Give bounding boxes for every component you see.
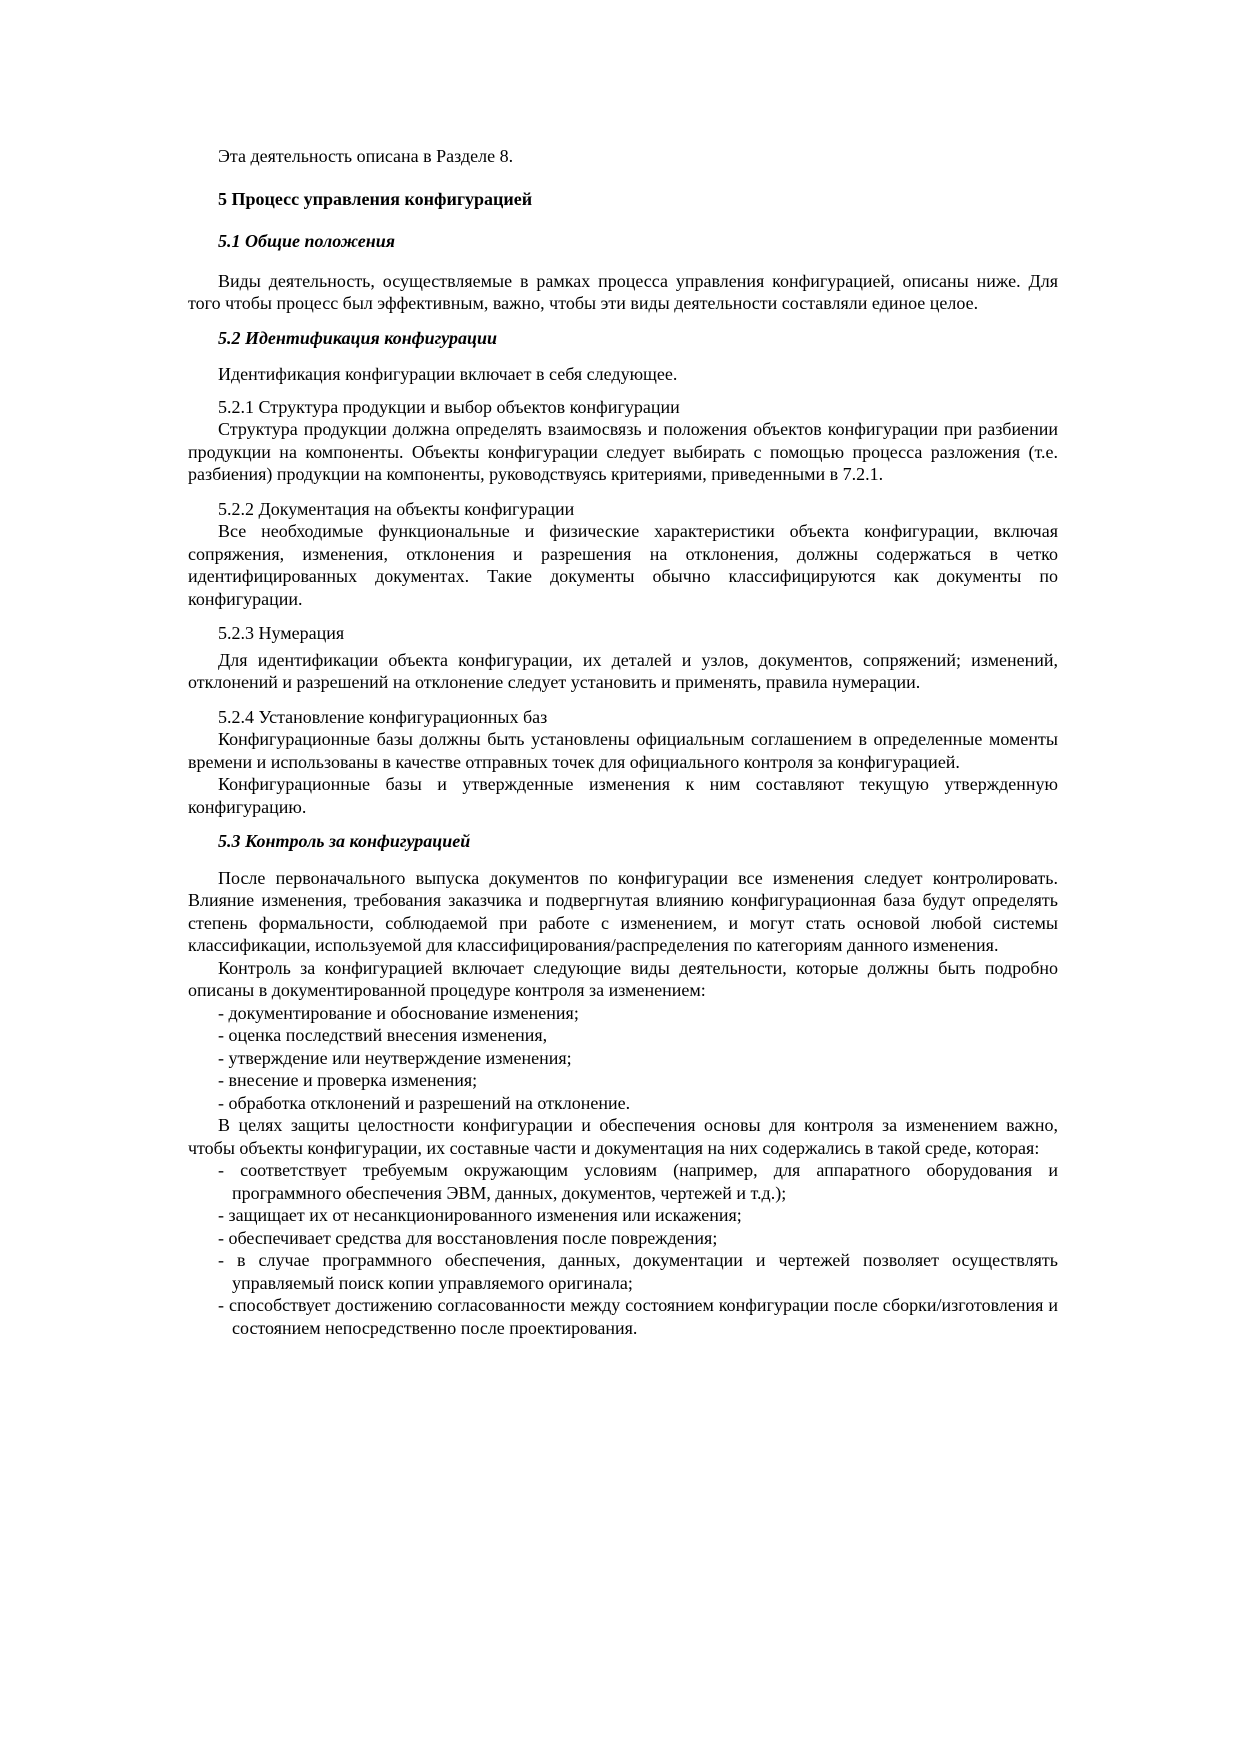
document-page	[188, 145, 1058, 1339]
list-item: - внесение и проверка изменения;	[218, 1070, 478, 1090]
section-5-2-1-paragraph: Структура продукции должна определять взаимосвязь и положения объектов конфигурации при разбиении продукции на компоненты. Объекты конфигурации следует выбирать с помощью процесса разложения (т.е. разбиения) продукции на компоненты, руководствуясь критериями, приведенными в 7.2.1.	[188, 419, 1058, 484]
section-5-2-4-heading: 5.2.4 Установление конфигурационных баз	[218, 706, 548, 727]
environment-requirements-list	[188, 1159, 1058, 1339]
list-item: - в случае программного обеспечения, данных, документации и чертежей позволяет осуществлять управляемый поиск копии управляемого оригинала;	[218, 1250, 1058, 1293]
section-5-1-paragraph: Виды деятельность, осуществляемые в рамках процесса управления конфигурацией, описаны ниже. Для того чтобы процесс был эффективным, важно, чтобы эти виды деятельности составляли единое целое.	[188, 270, 1058, 313]
list-item: - оценка последствий внесения изменения,	[218, 1025, 548, 1045]
intro-paragraph: Эта деятельность описана в Разделе 8.	[218, 146, 514, 166]
section-5-2-heading: 5.2 Идентификация конфигурации	[218, 327, 498, 348]
section-5-3-heading: 5.3 Контроль за конфигурацией	[218, 831, 471, 851]
list-item: - документирование и обоснование изменения;	[218, 1002, 579, 1023]
section-5-2-4-paragraph-b: Конфигурационные базы и утвержденные изменения к ним составляют текущую утвержденную конфигурацию.	[188, 774, 1058, 817]
section-5-2-4-paragraph-a: Конфигурационные базы должны быть установлены официальным соглашением в определенные моменты времени и использованы в качестве отправных точек для официального контроля за конфигурацией.	[188, 729, 1058, 772]
section-5-3-paragraph-b: Контроль за конфигурацией включает следующие виды деятельности, которые должны быть подробно описаны в документированной процедуре контроля за изменением:	[188, 957, 1058, 1000]
list-item: - обработка отклонений и разрешений на отклонение.	[218, 1092, 631, 1113]
section-5-1-heading: 5.1 Общие положения	[218, 231, 395, 251]
section-5-2-2-paragraph: Все необходимые функциональные и физические характеристики объекта конфигурации, включая сопряжения, изменения, отклонения и разрешения на отклонения, должны содержаться в четко идентифицированных документах. Такие документы обычно классифицируются как документы по конфигурации.	[188, 521, 1058, 609]
section-5-2-2-heading: 5.2.2 Документация на объекты конфигурации	[218, 498, 575, 519]
section-5-3-paragraph-a: После первоначального выпуска документов по конфигурации все изменения следует контролировать. Влияние изменения, требования заказчика и подвергнутая влиянию конфигурационная база будут определять степень формальности, соблюдаемой при работе с изменением, и могут стать основой любой системы классификации, используемой для классифицирования/распределения по категориям данного изменения.	[188, 867, 1058, 955]
section-5-2-3-paragraph: Для идентификации объекта конфигурации, их деталей и узлов, документов, сопряжений; изменений, отклонений и разрешений на отклонение следует установить и применять, правила нумерации.	[188, 649, 1058, 692]
section-5-3-paragraph-c: В целях защиты целостности конфигурации и обеспечения основы для контроля за изменением важно, чтобы объекты конфигурации, их составные части и документация на них содержались в такой среде, которая:	[188, 1115, 1058, 1158]
list-item: - защищает их от несанкционированного изменения или искажения;	[218, 1205, 742, 1225]
section-5-2-3-heading: 5.2.3 Нумерация	[218, 623, 345, 643]
section-5-heading: 5 Процесс управления конфигурацией	[218, 188, 533, 209]
list-item: - соответствует требуемым окружающим условиям (например, для аппаратного оборудования и программного обеспечения ЭВМ, данных, документов, чертежей и т.д.);	[218, 1160, 1058, 1203]
section-5-2-1-heading: 5.2.1 Структура продукции и выбор объектов конфигурации	[218, 396, 680, 417]
list-item: - способствует достижению согласованности между состоянием конфигурации после сборки/изготовления и состоянием непосредственно после проектирования.	[218, 1295, 1058, 1338]
list-item: - обеспечивает средства для восстановления после повреждения;	[218, 1227, 718, 1248]
list-item: - утверждение или неутверждение изменения;	[218, 1047, 572, 1068]
change-control-list	[188, 1002, 1058, 1115]
section-5-2-paragraph: Идентификация конфигурации включает в себя следующее.	[218, 364, 678, 384]
